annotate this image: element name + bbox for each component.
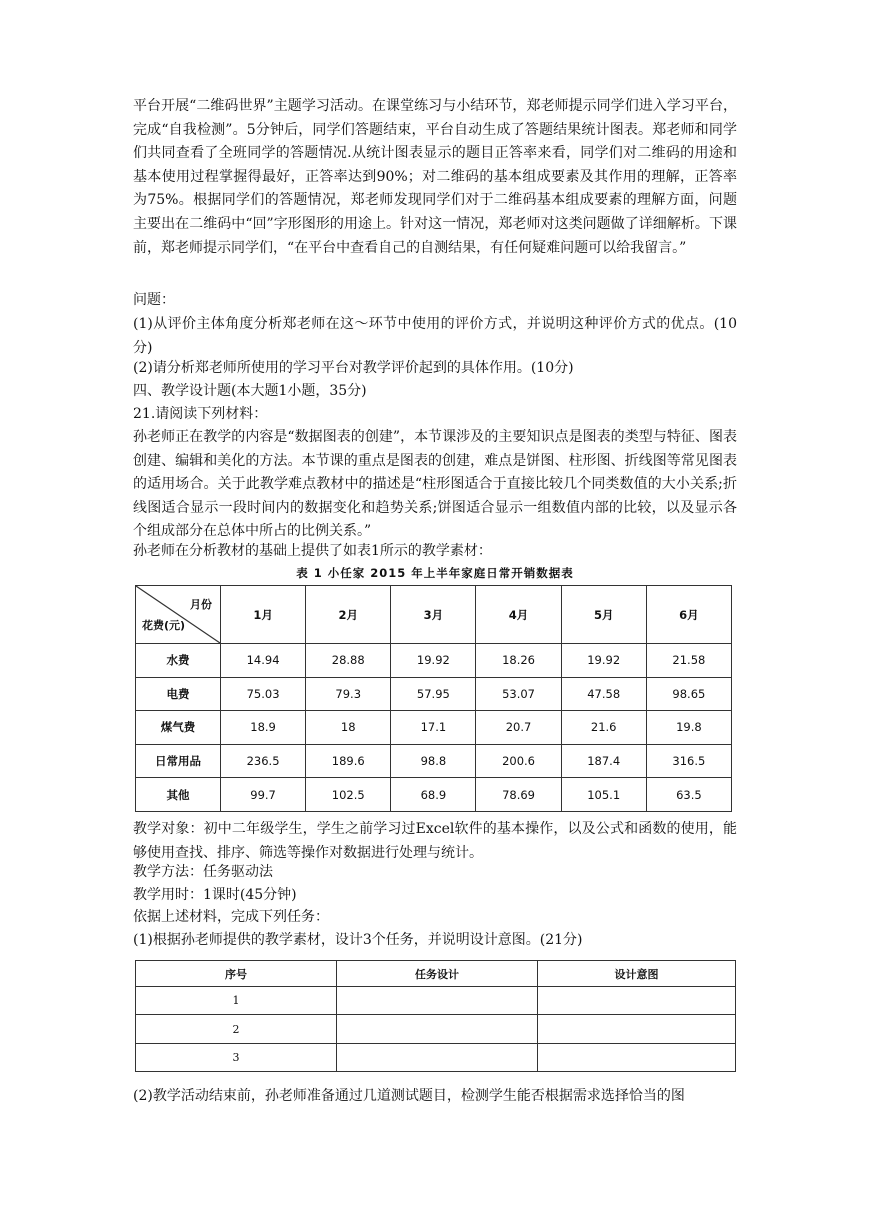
section-4-title: 四、教学设计题(本大题1小题，35分) — [133, 383, 367, 399]
table-cell: 79.3 — [306, 677, 391, 711]
question-1: (1)从评价主体角度分析郑老师在这～环节中使用的评价方式，并说明这种评价方式的优点。(10分) — [133, 316, 737, 356]
table-1-caption: 表 1 小任家 2015 年上半年家庭日常开销数据表 — [296, 566, 574, 580]
table-cell: 98.8 — [391, 744, 476, 778]
teaching-time: 教学用时：1课时(45分钟) — [133, 887, 297, 903]
corner-header-cell — [136, 586, 221, 644]
teaching-object: 教学对象：初中二年级学生，学生之前学习过Excel软件的基本操作，以及公式和函数的使用，能够使用查找、排序、筛选等操作对数据进行处理与统计。 — [133, 821, 737, 861]
table-cell: 18 — [306, 711, 391, 745]
table-row — [136, 711, 732, 745]
table-cell: 105.1 — [561, 778, 646, 812]
month-header: 2月 — [306, 586, 391, 644]
row-label: 煤气费 — [136, 711, 221, 745]
table-row — [136, 644, 732, 678]
row-index: 1 — [136, 987, 337, 1015]
design-intent-cell[interactable] — [538, 987, 736, 1015]
month-header: 6月 — [646, 586, 731, 644]
corner-header-cost: 花费(元) — [142, 619, 186, 632]
expense-table-header-row — [136, 586, 732, 644]
expense-table — [135, 585, 732, 812]
table-cell: 18.9 — [221, 711, 306, 745]
table-cell: 78.69 — [476, 778, 561, 812]
corner-header-month: 月份 — [190, 598, 212, 611]
material-intro: 孙老师在分析教材的基础上提供了如表1所示的教学素材： — [133, 543, 492, 559]
table-cell: 75.03 — [221, 677, 306, 711]
diagonal-divider — [136, 586, 220, 643]
teaching-method: 教学方法：任务驱动法 — [133, 864, 273, 880]
design-intent-cell[interactable] — [538, 1043, 736, 1071]
material-paragraph: 孙老师正在教学的内容是“数据图表的创建”，本节课涉及的主要知识点是图表的类型与特征、图表创建、编辑和美化的方法。本节课的重点是图表的创建，难点是饼图、柱形图、折线图等常见图表的适用场合。关于此教学难点教材中的描述是“柱形图适合于直接比较几个同类数值的大小关系;折线图适合显示一段时间内的数据变化和趋势关系;饼图适合显示一组数值内部的比较，以及显示各个组成部分在总体中所占的比例关系。” — [133, 429, 737, 540]
table-cell: 102.5 — [306, 778, 391, 812]
table-cell: 236.5 — [221, 744, 306, 778]
question-label: 问题： — [133, 292, 175, 308]
table-cell: 200.6 — [476, 744, 561, 778]
header-task-design: 任务设计 — [337, 961, 538, 987]
table-cell: 21.6 — [561, 711, 646, 745]
table-row — [136, 987, 736, 1015]
task-design-cell[interactable] — [337, 1043, 538, 1071]
task-intro: 依据上述材料，完成下列任务： — [133, 909, 329, 925]
table-row — [136, 677, 732, 711]
table-cell: 19.92 — [391, 644, 476, 678]
row-label: 日常用品 — [136, 744, 221, 778]
table-cell: 68.9 — [391, 778, 476, 812]
task-design-table — [135, 960, 736, 1072]
header-index: 序号 — [136, 961, 337, 987]
table-cell: 19.8 — [646, 711, 731, 745]
table-cell: 63.5 — [646, 778, 731, 812]
row-index: 2 — [136, 1015, 337, 1043]
table-cell: 53.07 — [476, 677, 561, 711]
task-design-cell[interactable] — [337, 987, 538, 1015]
row-label: 其他 — [136, 778, 221, 812]
table-cell: 316.5 — [646, 744, 731, 778]
table-row — [136, 1015, 736, 1043]
intro-paragraph: 平台开展“二维码世界”主题学习活动。在课堂练习与小结环节，郑老师提示同学们进入学习平台，完成“自我检测”。5分钟后，同学们答题结束，平台自动生成了答题结果统计图表。郑老师和同学们共同查看了全班同学的答题情况.从统计图表显示的题目正答率来看，同学们对二维码的用途和基本使用过程掌握得最好，正答率达到90%；对二维码的基本组成要素及其作用的理解，正答率为75%。根据同学们的答题情况，郑老师发现同学们对于二维码基本组成要素的理解方面，问题主要出在二维码中“回”字形图形的用途上。针对这一情况，郑老师对这类问题做了详细解析。下课前，郑老师提示同学们，“在平台中查看自己的自测结果，有任何疑难问题可以给我留言。” — [133, 98, 737, 256]
question-2: (2)请分析郑老师所使用的学习平台对教学评价起到的具体作用。(10分) — [133, 360, 574, 376]
task-2: (2)教学活动结束前，孙老师准备通过几道测试题目，检测学生能否根据需求选择恰当的图 — [133, 1088, 685, 1104]
table-cell: 189.6 — [306, 744, 391, 778]
question-21-title: 21.请阅读下列材料： — [133, 406, 268, 422]
design-intent-cell[interactable] — [538, 1015, 736, 1043]
table-cell: 187.4 — [561, 744, 646, 778]
task-table-header-row — [136, 961, 736, 987]
row-label: 水费 — [136, 644, 221, 678]
header-design-intent: 设计意图 — [538, 961, 736, 987]
table-cell: 17.1 — [391, 711, 476, 745]
row-index: 3 — [136, 1043, 337, 1071]
month-header: 3月 — [391, 586, 476, 644]
task-1: (1)根据孙老师提供的教学素材，设计3个任务，并说明设计意图。(21分) — [133, 932, 583, 948]
table-cell: 28.88 — [306, 644, 391, 678]
table-cell: 19.92 — [561, 644, 646, 678]
table-cell: 47.58 — [561, 677, 646, 711]
table-row — [136, 778, 732, 812]
table-cell: 57.95 — [391, 677, 476, 711]
table-cell: 21.58 — [646, 644, 731, 678]
task-design-cell[interactable] — [337, 1015, 538, 1043]
month-header: 5月 — [561, 586, 646, 644]
table-cell: 99.7 — [221, 778, 306, 812]
row-label: 电费 — [136, 677, 221, 711]
table-cell: 14.94 — [221, 644, 306, 678]
month-header: 4月 — [476, 586, 561, 644]
table-row — [136, 744, 732, 778]
table-cell: 18.26 — [476, 644, 561, 678]
table-row — [136, 1043, 736, 1071]
table-cell: 98.65 — [646, 677, 731, 711]
table-cell: 20.7 — [476, 711, 561, 745]
month-header: 1月 — [221, 586, 306, 644]
